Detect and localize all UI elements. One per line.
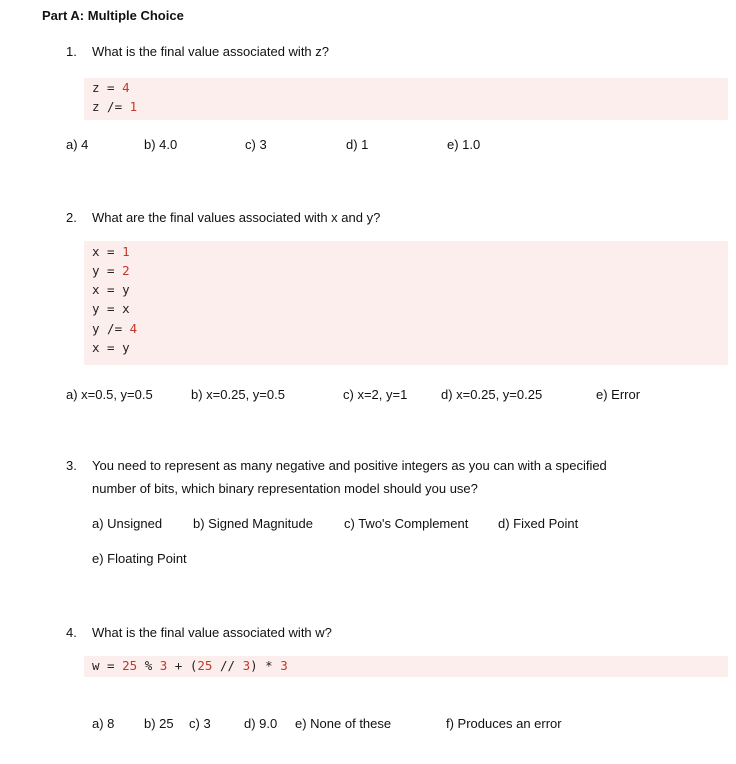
q1-option-e[interactable]: e) 1.0 xyxy=(447,137,481,152)
q3-text-line-2: number of bits, which binary representation model should you use? xyxy=(92,481,478,496)
q2-option-a[interactable]: a) x=0.5, y=0.5 xyxy=(66,387,153,402)
q1-number: 1. xyxy=(66,44,77,59)
q1-option-b[interactable]: b) 4.0 xyxy=(144,137,178,152)
q1-option-d[interactable]: d) 1 xyxy=(346,137,369,152)
q2-code-line-6: x = y xyxy=(92,340,130,355)
q4-option-c[interactable]: c) 3 xyxy=(189,716,211,731)
q2-code-line-3: x = y xyxy=(92,282,130,297)
q3-option-b[interactable]: b) Signed Magnitude xyxy=(193,516,313,531)
q2-code-line-2: y = 2 xyxy=(92,263,130,278)
q4-number: 4. xyxy=(66,625,77,640)
q4-option-b[interactable]: b) 25 xyxy=(144,716,174,731)
q2-option-d[interactable]: d) x=0.25, y=0.25 xyxy=(441,387,543,402)
q4-text: What is the final value associated with w? xyxy=(92,625,332,640)
q3-option-a[interactable]: a) Unsigned xyxy=(92,516,163,531)
q1-code-block xyxy=(84,78,728,120)
page-heading: Part A: Multiple Choice xyxy=(42,8,184,23)
q1-option-a[interactable]: a) 4 xyxy=(66,137,89,152)
q1-code-line-2: z /= 1 xyxy=(92,99,138,114)
q2-option-b[interactable]: b) x=0.25, y=0.5 xyxy=(191,387,285,402)
q2-code-block xyxy=(84,241,728,365)
q4-option-f[interactable]: f) Produces an error xyxy=(446,716,562,731)
q2-code-line-5: y /= 4 xyxy=(92,321,138,336)
q3-option-d[interactable]: d) Fixed Point xyxy=(498,516,579,531)
q4-code-line-1: w = 25 % 3 + (25 // 3) * 3 xyxy=(92,658,288,673)
q4-option-e[interactable]: e) None of these xyxy=(295,716,392,731)
q2-option-c[interactable]: c) x=2, y=1 xyxy=(343,387,408,402)
q1-option-c[interactable]: c) 3 xyxy=(245,137,267,152)
q4-code-block xyxy=(84,656,728,677)
q2-code-line-4: y = x xyxy=(92,301,130,316)
q2-text: What are the final values associated with x and y? xyxy=(92,210,381,225)
q4-option-a[interactable]: a) 8 xyxy=(92,716,115,731)
q2-number: 2. xyxy=(66,210,77,225)
q1-code-line-1: z = 4 xyxy=(92,80,130,95)
q3-option-e[interactable]: e) Floating Point xyxy=(92,551,187,566)
q3-text-line-1: You need to represent as many negative and positive integers as you can with a specified xyxy=(92,458,607,473)
q3-number: 3. xyxy=(66,458,77,473)
q2-option-e[interactable]: e) Error xyxy=(596,387,641,402)
q2-code-line-1: x = 1 xyxy=(92,244,130,259)
q4-option-d[interactable]: d) 9.0 xyxy=(244,716,278,731)
q1-text: What is the final value associated with z? xyxy=(92,44,330,59)
q3-option-c[interactable]: c) Two's Complement xyxy=(344,516,469,531)
